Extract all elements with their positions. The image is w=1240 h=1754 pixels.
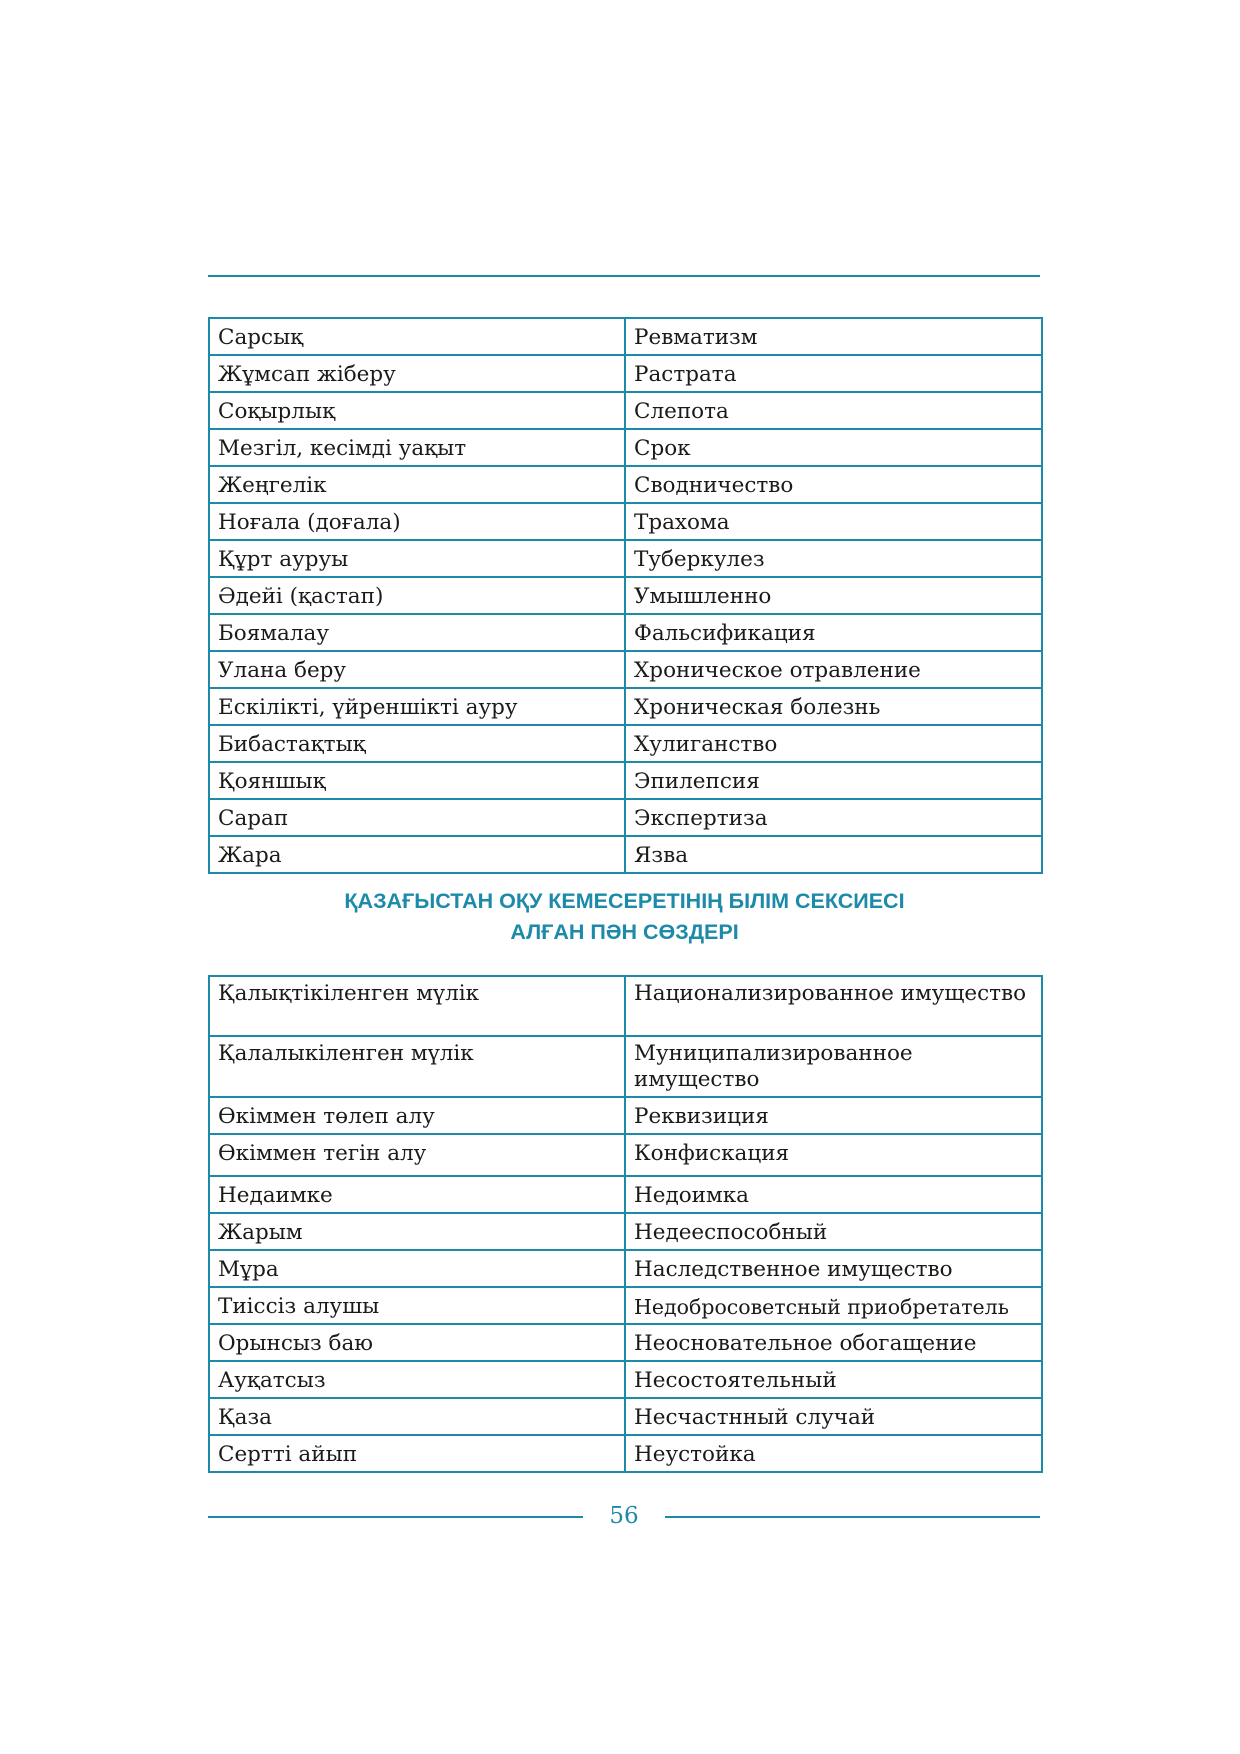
- kazakh-term: Мезгіл, кесімді уақыт: [209, 429, 625, 466]
- table-row: [209, 688, 1042, 725]
- kazakh-term: Қалалыкіленген мүлік: [209, 1036, 625, 1097]
- russian-term: Несчастнный случай: [625, 1398, 1042, 1435]
- table-row: [209, 1324, 1042, 1361]
- russian-term: Недоимка: [625, 1176, 1042, 1213]
- table-row: [209, 799, 1042, 836]
- header-rule: [208, 275, 1040, 277]
- table-row: [209, 355, 1042, 392]
- table-row: [209, 1176, 1042, 1213]
- kazakh-term: Қояншық: [209, 762, 625, 799]
- russian-term: Хроническое отравление: [625, 651, 1042, 688]
- table-row: [209, 836, 1042, 873]
- russian-term: Неустойка: [625, 1435, 1042, 1472]
- kazakh-term: Әдейі (қастап): [209, 577, 625, 614]
- page-number: 56: [609, 1503, 639, 1529]
- table-row: [209, 392, 1042, 429]
- russian-term: Недобросоветсный приобретатель: [625, 1287, 1042, 1324]
- table-row: [209, 1435, 1042, 1472]
- russian-term: Хулиганство: [625, 725, 1042, 762]
- russian-term: Экспертиза: [625, 799, 1042, 836]
- kazakh-term: Мұра: [209, 1250, 625, 1287]
- russian-term: Умышленно: [625, 577, 1042, 614]
- russian-term: Реквизиция: [625, 1097, 1042, 1134]
- table-row: [209, 318, 1042, 355]
- kazakh-term: Соқырлық: [209, 392, 625, 429]
- table-row: [209, 1134, 1042, 1176]
- kazakh-term: Жара: [209, 836, 625, 873]
- table-row: [209, 1097, 1042, 1134]
- footer-rule-left: [208, 1516, 583, 1518]
- russian-term: Национализированное имущество: [625, 976, 1042, 1036]
- table-row: [209, 540, 1042, 577]
- kazakh-term: Өкіммен тегін алу: [209, 1134, 625, 1176]
- kazakh-term: Сарап: [209, 799, 625, 836]
- section-heading-line-2: АЛҒАН ПӘН СӨЗДЕРІ: [510, 920, 739, 944]
- kazakh-term: Боямалау: [209, 614, 625, 651]
- russian-term: Слепота: [625, 392, 1042, 429]
- kazakh-term: Сертті айып: [209, 1435, 625, 1472]
- kazakh-term: Ноғала (доғала): [209, 503, 625, 540]
- kazakh-term: Құрт ауруы: [209, 540, 625, 577]
- table-row: [209, 614, 1042, 651]
- russian-term: Трахома: [625, 503, 1042, 540]
- glossary-table-2: [208, 975, 1043, 1473]
- table-row: [209, 503, 1042, 540]
- table-row: [209, 725, 1042, 762]
- kazakh-term: Улана беру: [209, 651, 625, 688]
- russian-term: Растрата: [625, 355, 1042, 392]
- kazakh-term: Жарым: [209, 1213, 625, 1250]
- kazakh-term: Недаимке: [209, 1176, 625, 1213]
- section-heading: [208, 886, 1041, 948]
- table-row: [209, 1287, 1042, 1324]
- kazakh-term: Ауқатсыз: [209, 1361, 625, 1398]
- russian-term: Недееспособный: [625, 1213, 1042, 1250]
- table-row: [209, 429, 1042, 466]
- kazakh-term: Тиіссіз алушы: [209, 1287, 625, 1324]
- table-row: [209, 1250, 1042, 1287]
- russian-term: Конфискация: [625, 1134, 1042, 1176]
- table-row: [209, 1398, 1042, 1435]
- russian-term: Несостоятельный: [625, 1361, 1042, 1398]
- table-row: [209, 577, 1042, 614]
- table-row: [209, 651, 1042, 688]
- kazakh-term: Қалықтікіленген мүлік: [209, 976, 625, 1036]
- russian-term: Хроническая болезнь: [625, 688, 1042, 725]
- russian-term: Ревматизм: [625, 318, 1042, 355]
- kazakh-term: Бибастақтық: [209, 725, 625, 762]
- kazakh-term: Жеңгелік: [209, 466, 625, 503]
- table-row: [209, 976, 1042, 1036]
- table-row: [209, 762, 1042, 799]
- russian-term: Сводничество: [625, 466, 1042, 503]
- table-row: [209, 1361, 1042, 1398]
- kazakh-term: Орынсыз баю: [209, 1324, 625, 1361]
- table-row: [209, 466, 1042, 503]
- kazakh-term: Өкіммен төлеп алу: [209, 1097, 625, 1134]
- kazakh-term: Ескілікті, үйреншікті ауру: [209, 688, 625, 725]
- kazakh-term: Жұмсап жіберу: [209, 355, 625, 392]
- glossary-table-1: [208, 317, 1043, 874]
- kazakh-term: Қаза: [209, 1398, 625, 1435]
- table-row: [209, 1036, 1042, 1097]
- russian-term: Неосновательное обогащение: [625, 1324, 1042, 1361]
- russian-term: Муниципализированное имущество: [625, 1036, 1042, 1097]
- russian-term: Эпилепсия: [625, 762, 1042, 799]
- kazakh-term: Сарсық: [209, 318, 625, 355]
- russian-term: Язва: [625, 836, 1042, 873]
- footer-rule-right: [665, 1516, 1040, 1518]
- russian-term: Срок: [625, 429, 1042, 466]
- table-row: [209, 1213, 1042, 1250]
- russian-term: Туберкулез: [625, 540, 1042, 577]
- section-heading-line-1: ҚАЗАҒЫСТАН ОҚУ КЕМЕСЕРЕТІНІҢ БІЛІМ СЕКСИЕСІ: [344, 889, 905, 913]
- russian-term: Фальсификация: [625, 614, 1042, 651]
- russian-term: Наследственное имущество: [625, 1250, 1042, 1287]
